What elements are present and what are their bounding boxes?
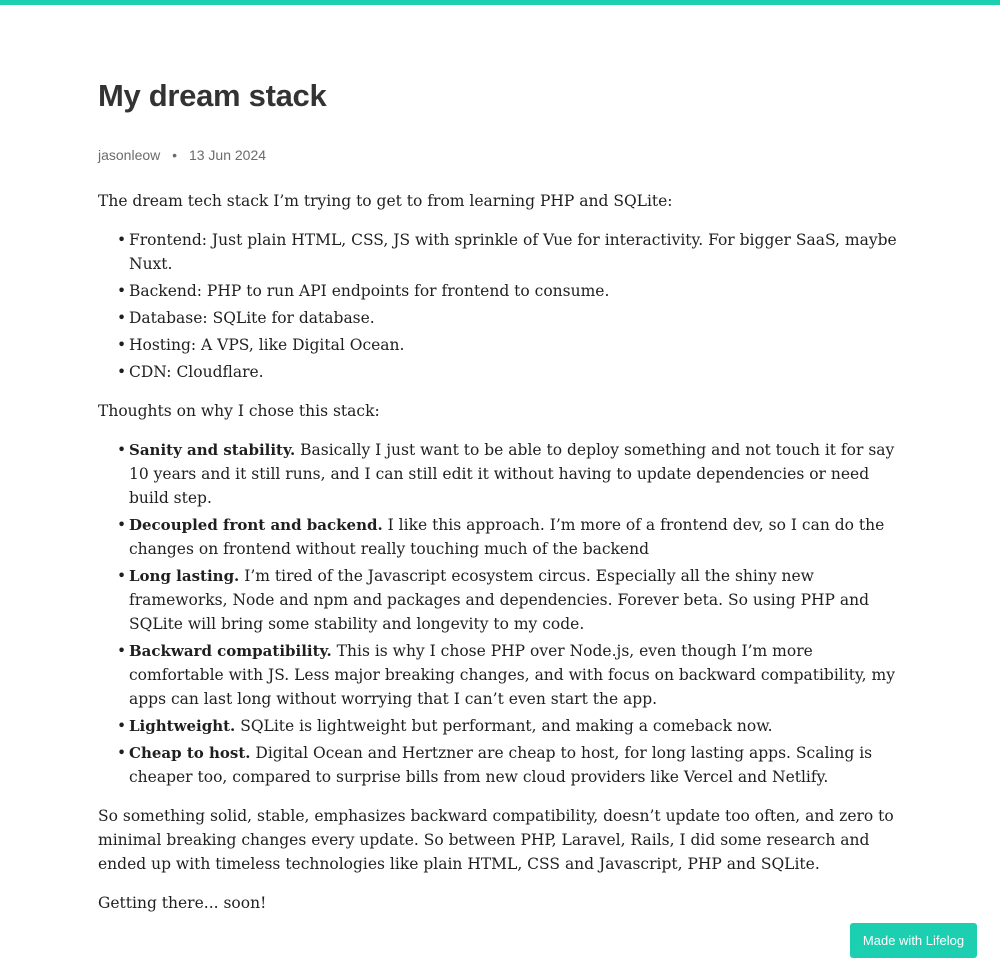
stack-item-frontend: • Frontend: Just plain HTML, CSS, JS with sprinkle of Vue for interactivity. For bigger SaaS, maybe Nuxt. <box>129 228 898 276</box>
reason-item <box>129 513 898 561</box>
author-name[interactable]: jasonleow <box>98 147 161 163</box>
reason-text: I’m tired of the Javascript ecosystem circus. Especially all the shiny new frameworks, Node and npm and packages and dependencies. Forever beta. So using PHP and SQLite will bring some stability and longevity to my code. <box>129 567 870 633</box>
meta-separator: • <box>172 147 178 163</box>
reason-title: Decoupled front and backend. <box>129 516 383 534</box>
stack-item-backend: • Backend: PHP to run API endpoints for frontend to consume. <box>129 279 898 303</box>
reason-item <box>129 741 898 789</box>
stack-list <box>98 228 898 384</box>
conclusion-paragraph: So something solid, stable, emphasizes backward compatibility, doesn’t update too often, and zero to minimal breaking changes every update. So between PHP, Laravel, Rails, I did some research and ended up with timeless technologies like plain HTML, CSS and Javascript, PHP and SQLite. <box>98 807 894 873</box>
reason-item <box>129 639 898 711</box>
reason-text: I like this approach. I’m more of a frontend dev, so I can do the changes on frontend without really touching much of the backend <box>129 516 885 558</box>
closing-paragraph: Getting there... soon! <box>98 894 267 912</box>
reason-item <box>129 714 898 738</box>
reason-text: This is why I chose PHP over Node.js, even though I’m more comfortable with JS. Less major breaking changes, and with focus on backward compatibility, my apps can last long without worrying that I can’t even start the app. <box>129 642 895 708</box>
reason-title: Lightweight. <box>129 717 236 735</box>
stack-item-cdn: • CDN: Cloudflare. <box>129 360 898 384</box>
reasons-list <box>98 438 898 789</box>
reason-title: Long lasting. <box>129 567 240 585</box>
reason-item <box>129 564 898 636</box>
post-meta <box>98 145 898 165</box>
top-accent-bar <box>0 0 1000 5</box>
reason-title: Sanity and stability. <box>129 441 296 459</box>
post-date: 13 Jun 2024 <box>188 147 267 163</box>
post-body <box>98 189 898 915</box>
reason-text: Basically I just want to be able to deploy something and not touch it for say 10 years and it still runs, and I can still edit it without having to update dependencies or need build step. <box>129 441 895 507</box>
reason-title: Cheap to host. <box>129 744 251 762</box>
reason-text: SQLite is lightweight but performant, and making a comeback now. <box>235 717 773 735</box>
reasons-intro-paragraph: Thoughts on why I chose this stack: <box>98 402 380 420</box>
post-title: My dream stack <box>98 78 327 113</box>
blog-post <box>98 70 898 930</box>
reason-title: Backward compatibility. <box>129 642 332 660</box>
reason-item <box>129 438 898 510</box>
stack-item-hosting: • Hosting: A VPS, like Digital Ocean. <box>129 333 898 357</box>
intro-paragraph: The dream tech stack I’m trying to get to from learning PHP and SQLite: <box>98 192 673 210</box>
stack-item-database: • Database: SQLite for database. <box>129 306 898 330</box>
reason-text: Digital Ocean and Hertzner are cheap to host, for long lasting apps. Scaling is cheaper too, compared to surprise bills from new cloud providers like Vercel and Netlify. <box>129 744 873 786</box>
made-with-lifelog-button[interactable]: Made with Lifelog <box>850 923 977 958</box>
